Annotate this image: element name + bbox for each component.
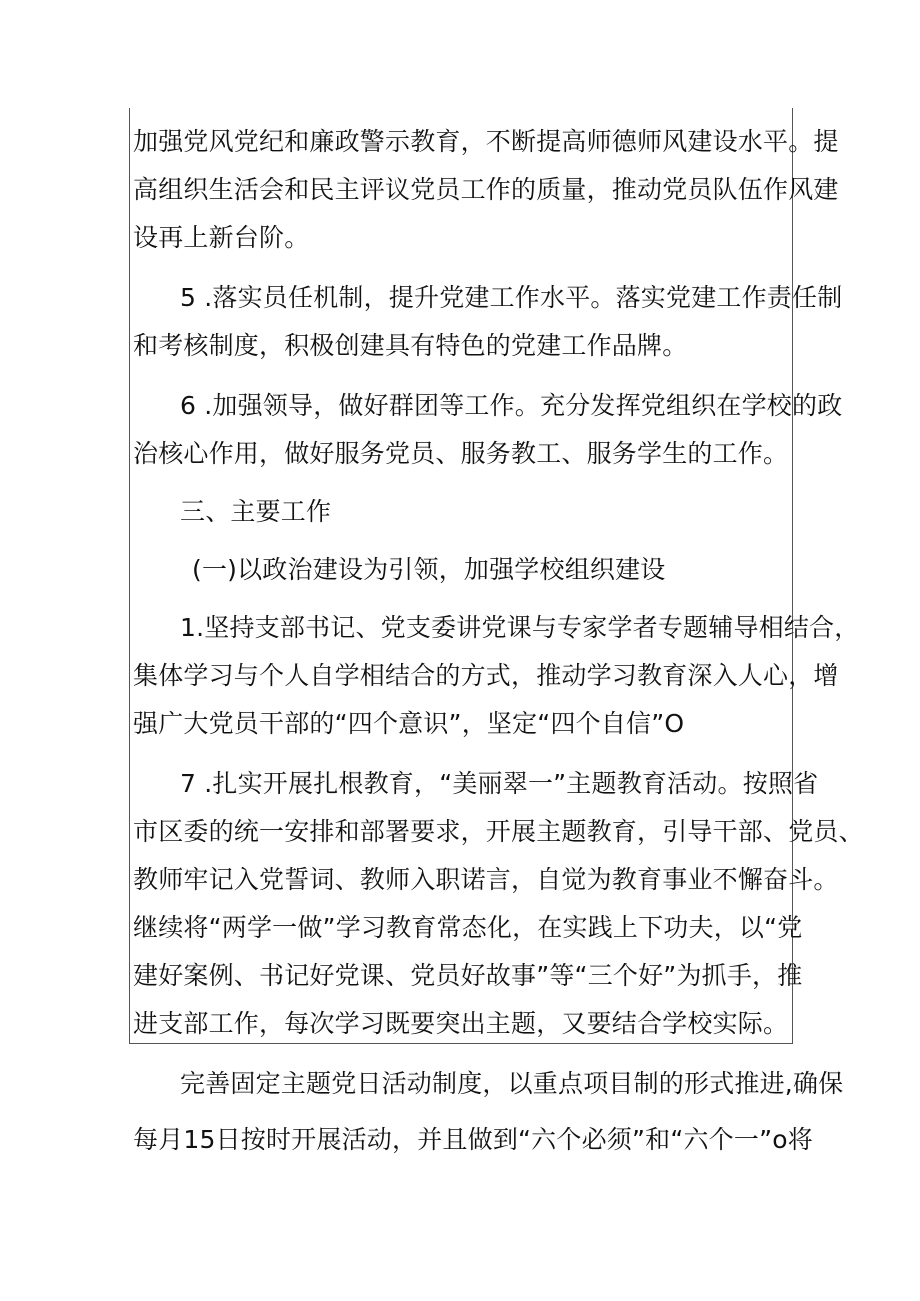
text-line: 教师牢记入党誓词、教师入职诺言，自觉为教育事业不懈奋斗。 — [133, 865, 839, 894]
text-line: 市区委的统一安排和部署要求，开展主题教育，引导干部、党员、 — [133, 817, 864, 846]
text-line: 每月15日按时开展活动，并且做到“六个必须”和“六个一”o将 — [133, 1125, 813, 1154]
text-line: 完善固定主题党日活动制度，以重点项目制的形式推进,确保 — [180, 1069, 844, 1098]
text-line: 建好案例、书记好党课、党员好故事”等“三个好”为抓手，推 — [133, 961, 803, 990]
section-heading: 三、主要工作 — [180, 497, 332, 526]
text-line: 加强党风党纪和廉政警示教育，不断提高师德师风建设水平。提 — [133, 127, 839, 156]
text-line: 强广大党员干部的“四个意识”，坚定“四个自信”O — [133, 709, 685, 738]
text-line: 5 .落实员任机制，提升党建工作水平。落实党建工作责任制 — [180, 283, 843, 312]
text-line: 7 .扎实开展扎根教育，“美丽翠一”主题教育活动。按照省 — [180, 769, 819, 798]
text-line: 进支部工作，每次学习既要突出主题，又要结合学校实际。 — [133, 1009, 789, 1038]
text-line: 治核心作用，做好服务党员、服务教工、服务学生的工作。 — [133, 439, 789, 468]
text-line: 集体学习与个人自学相结合的方式，推动学习教育深入人心，增 — [133, 661, 839, 690]
text-line: 6 .加强领导，做好群团等工作。充分发挥党组织在学校的政 — [180, 391, 843, 420]
text-line: 继续将“两学一做”学习教育常态化，在实践上下功夫，以“党 — [133, 913, 803, 942]
text-line: 高组织生活会和民主评议党员工作的质量，推动党员队伍作风建 — [133, 175, 839, 204]
text-line: 和考核制度，积极创建具有特色的党建工作品牌。 — [133, 331, 688, 360]
text-line: 设再上新台阶。 — [133, 223, 310, 252]
text-line: 1.坚持支部书记、党支委讲党课与专家学者专题辅导相结合， — [180, 613, 860, 642]
subsection-heading: (一)以政治建设为引领，加强学校组织建设 — [192, 555, 666, 584]
